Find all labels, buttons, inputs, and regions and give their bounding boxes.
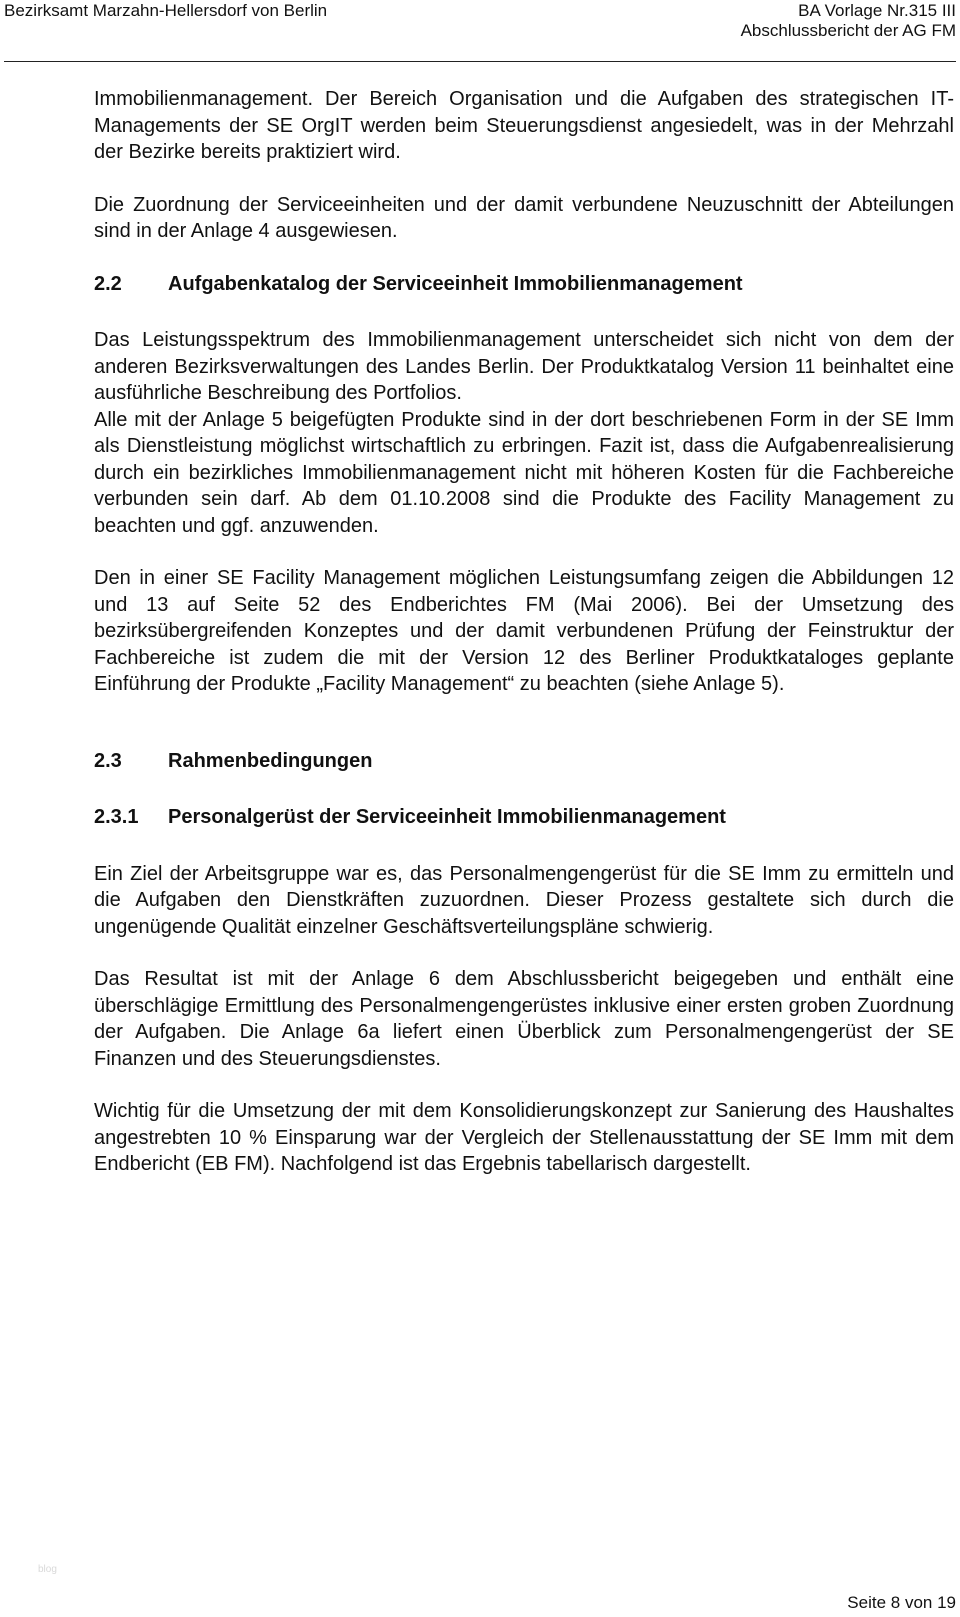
paragraph-intro: Immobilienmanagement. Der Bereich Organisation und die Aufgaben des strategischen IT-Managements der SE OrgIT werden beim Steuerungsdienst angesiedelt, was in der Mehrzahl der Bezirke bereits praktiziert wird.	[94, 88, 954, 163]
paragraph-leistungsspektrum: Das Leistungsspektrum des Immobilienmanagement unterscheidet sich nicht von dem der anderen Bezirksverwaltungen des Landes Berlin. Der Produktkatalog Version 11 beinhaltet eine ausführliche Beschreibung des Portfolios.	[94, 329, 954, 404]
section-title: Aufgabenkatalog der Serviceeinheit Immobilienmanagement	[168, 272, 743, 295]
paragraph-facility-management: Den in einer SE Facility Management möglichen Leistungsumfang zeigen die Abbildungen 12 und 13 auf Seite 52 des Endberichtes FM (Mai 2006). Bei der Umsetzung des bezirksübergreifenden Konzeptes und der damit verbundenen Prüfung der Feinstruktur der Fachbereiche ist zudem die mit der Version 12 des Berliner Produktkataloges geplante Einführung der Produkte „Facility Management“ zu beachten (siehe Anlage 5).	[94, 567, 954, 695]
document-body	[94, 86, 954, 1178]
paragraph-konsolidierung: Wichtig für die Umsetzung der mit dem Konsolidierungskonzept zur Sanierung des Haushaltes angestrebten 10 % Einsparung war der Vergleich der Stellenausstattung der SE Imm mit dem Endbericht (EB FM). Nachfolgend ist das Ergebnis tabellarisch dargestellt.	[94, 1100, 954, 1175]
page-number: Seite 8 von 19	[847, 1593, 956, 1612]
header-institution: Bezirksamt Marzahn-Hellersdorf von Berlin	[4, 1, 328, 20]
header-vorlage-number: BA Vorlage Nr.315 III	[798, 1, 956, 20]
section-number: 2.2	[94, 272, 122, 295]
paragraph-anlage-5: Alle mit der Anlage 5 beigefügten Produkte sind in der dort beschriebenen Form in der SE Imm als Dienstleistung möglichst wirtschaftlich zu erbringen. Fazit ist, dass die Aufgabenrealisierung durch ein bezirkliches Immobilienmanagement nicht mit höheren Kosten für die Fachbereiche verbunden sein darf. Ab dem 01.10.2008 sind die Produkte des Facility Management zu beachten und ggf. anzuwenden.	[94, 408, 954, 537]
section-number: 2.3	[94, 749, 122, 772]
watermark: blog	[38, 1564, 57, 1575]
section-heading-2-2	[94, 271, 954, 298]
header-report-title: Abschlussbericht der AG FM	[740, 21, 956, 40]
paragraph-resultat: Das Resultat ist mit der Anlage 6 dem Abschlussbericht beigegeben und enthält eine überschlägige Ermittlung des Personalmengengerüstes inklusive einer ersten groben Zuordnung der Aufgaben. Die Anlage 6a liefert einen Überblick zum Personalmengengerüst der SE Finanzen und des Steuerungsdienstes.	[94, 968, 954, 1070]
paragraph-arbeitsgruppe: Ein Ziel der Arbeitsgruppe war es, das Personalmengengerüst für die SE Imm zu ermitteln und die Aufgaben den Dienstkräften zuzuordnen. Dieser Prozess gestaltete sich durch die ungenügende Qualität einzelner Geschäftsverteilungspläne schwierig.	[94, 862, 954, 938]
header-document-info	[741, 1, 956, 41]
section-heading-2-3-1	[94, 804, 954, 831]
paragraph-zuordnung: Die Zuordnung der Serviceeinheiten und der damit verbundene Neuzuschnitt der Abteilungen sind in der Anlage 4 ausgewiesen.	[94, 193, 954, 242]
section-number: 2.3.1	[94, 806, 139, 828]
header-divider	[4, 61, 956, 62]
section-title: Personalgerüst der Serviceeinheit Immobilienmanagement	[168, 806, 726, 828]
section-title: Rahmenbedingungen	[168, 749, 373, 772]
section-heading-2-3	[94, 748, 954, 775]
